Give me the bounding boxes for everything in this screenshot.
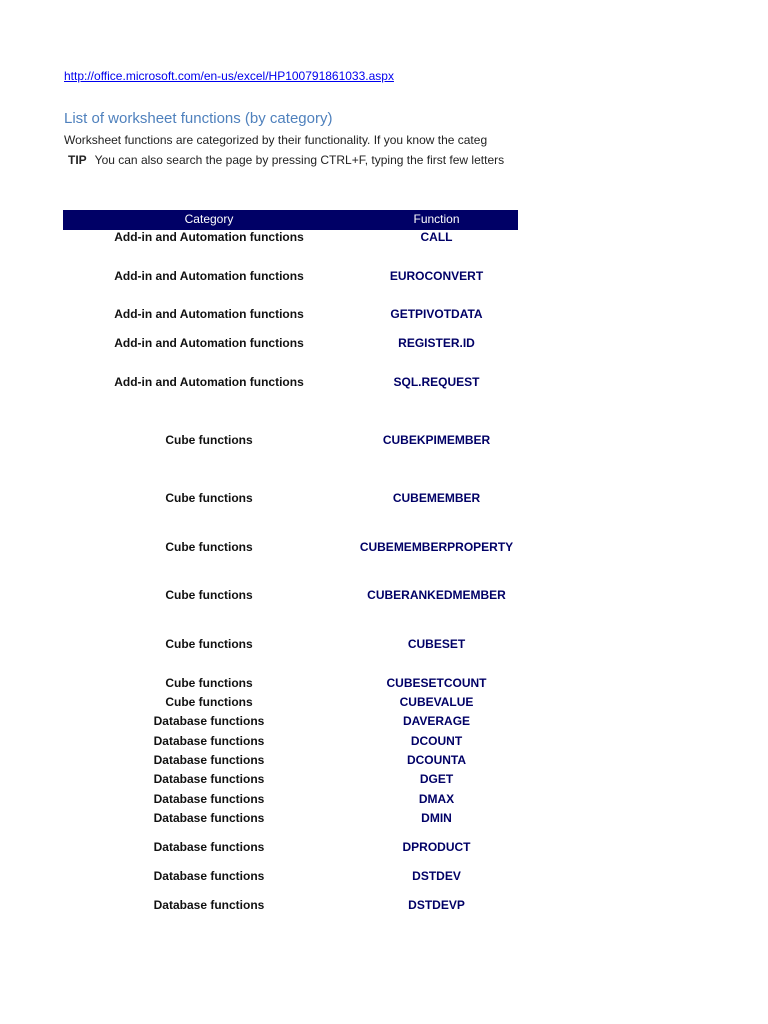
source-link[interactable]: http://office.microsoft.com/en-us/excel/HP100791861033.aspx xyxy=(64,69,394,83)
function-cell: GETPIVOTDATA xyxy=(390,307,483,321)
table-row xyxy=(63,676,518,694)
category-cell: Add-in and Automation functions xyxy=(114,307,304,321)
table-row xyxy=(63,840,518,858)
function-cell: CUBESETCOUNT xyxy=(386,676,487,690)
table-row xyxy=(63,637,518,655)
function-cell: CALL xyxy=(420,230,453,244)
table-row xyxy=(63,269,518,287)
table-row xyxy=(63,792,518,810)
table-row xyxy=(63,869,518,887)
table-row xyxy=(63,898,518,916)
tip-label: TIP xyxy=(68,153,87,167)
category-cell: Database functions xyxy=(153,772,265,786)
category-cell: Add-in and Automation functions xyxy=(114,336,304,350)
category-cell: Cube functions xyxy=(165,588,253,602)
intro-text: Worksheet functions are categorized by their functionality. If you know the categ xyxy=(64,133,488,147)
table-row xyxy=(63,714,518,732)
category-cell: Database functions xyxy=(153,753,265,767)
page-title: List of worksheet functions (by category) xyxy=(64,110,333,127)
function-cell: CUBEMEMBER xyxy=(392,491,481,505)
function-cell: CUBEVALUE xyxy=(399,695,474,709)
function-cell: DSTDEVP xyxy=(408,898,465,912)
function-cell: DMIN xyxy=(421,811,452,825)
table-row xyxy=(63,375,518,393)
function-cell: DPRODUCT xyxy=(402,840,471,854)
column-header-category: Category xyxy=(184,212,234,226)
table-row xyxy=(63,491,518,509)
table-row xyxy=(63,540,518,558)
category-cell: Cube functions xyxy=(165,637,253,651)
function-cell: SQL.REQUEST xyxy=(393,375,480,389)
tip-text: You can also search the page by pressing CTRL+F, typing the first few letters xyxy=(94,153,505,167)
function-table xyxy=(63,0,518,1024)
table-row xyxy=(63,230,518,248)
category-cell: Database functions xyxy=(153,714,265,728)
table-row xyxy=(63,336,518,354)
table-row xyxy=(63,753,518,771)
category-cell: Database functions xyxy=(153,792,265,806)
category-cell: Add-in and Automation functions xyxy=(114,230,304,244)
category-cell: Add-in and Automation functions xyxy=(114,269,304,283)
category-cell: Add-in and Automation functions xyxy=(114,375,304,389)
category-cell: Cube functions xyxy=(165,540,253,554)
category-cell: Database functions xyxy=(153,734,265,748)
table-row xyxy=(63,695,518,713)
function-cell: DSTDEV xyxy=(412,869,461,883)
function-cell: DMAX xyxy=(418,792,455,806)
table-row xyxy=(63,734,518,752)
category-cell: Database functions xyxy=(153,840,265,854)
category-cell: Database functions xyxy=(153,869,265,883)
column-header-function: Function xyxy=(413,212,460,226)
function-cell: CUBEKPIMEMBER xyxy=(382,433,491,447)
category-cell: Cube functions xyxy=(165,433,253,447)
category-cell: Cube functions xyxy=(165,695,253,709)
category-cell: Cube functions xyxy=(165,676,253,690)
category-cell: Database functions xyxy=(153,898,265,912)
category-cell: Database functions xyxy=(153,811,265,825)
function-cell: CUBERANKEDMEMBER xyxy=(367,588,506,602)
table-row xyxy=(63,433,518,451)
function-cell: DCOUNTA xyxy=(406,753,467,767)
function-cell: EUROCONVERT xyxy=(389,269,484,283)
table-row xyxy=(63,772,518,790)
function-cell: DCOUNT xyxy=(410,734,463,748)
function-cell: REGISTER.ID xyxy=(398,336,475,350)
table-row xyxy=(63,811,518,829)
category-cell: Cube functions xyxy=(165,491,253,505)
table-row xyxy=(63,588,518,606)
function-cell: DAVERAGE xyxy=(402,714,471,728)
table-row xyxy=(63,307,518,325)
function-cell: CUBEMEMBERPROPERTY xyxy=(359,540,514,554)
function-cell: DGET xyxy=(419,772,454,786)
function-cell: CUBESET xyxy=(407,637,466,651)
